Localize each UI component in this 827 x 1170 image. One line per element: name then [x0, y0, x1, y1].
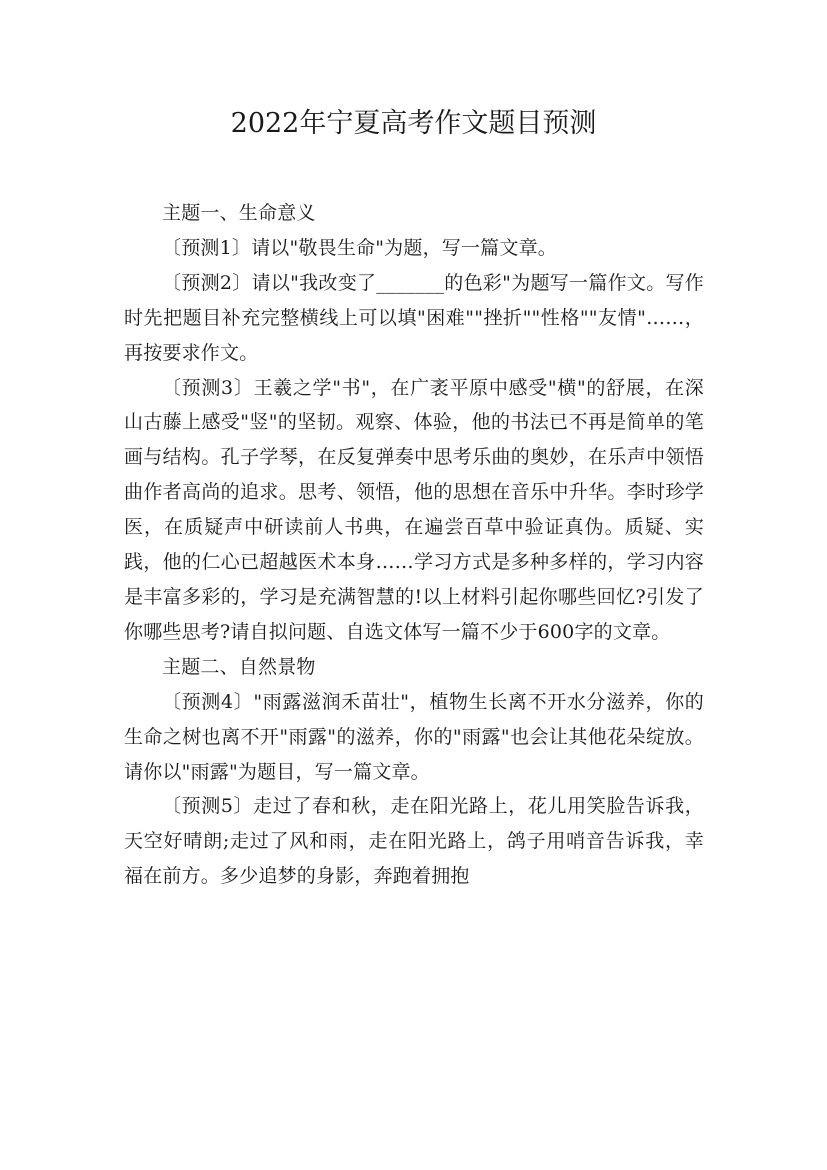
prediction-4: 〔预测4〕"雨露滋润禾苗壮"，植物生长离不开水分滋养，你的生命之树也离不开"雨露"的滋养，你的"雨露"也会让其他花朵绽放。请你以"雨露"为题目，写一篇文章。: [124, 690, 704, 783]
prediction-3: 〔预测3〕王羲之学"书"，在广袤平原中感受"横"的舒展，在深山古藤上感受"竖"的坚韧。观察、体验，他的书法已不再是简单的笔画与结构。孔子学琴，在反复弹奏中思考乐曲的奥妙，在乐声中领悟曲作者高尚的追求。思考、领悟，他的思想在音乐中升华。李时珍学医，在质疑声中研读前人书典，在遍尝百草中验证真伪。质疑、实践，他的仁心已超越医术本身……学习方式是多种多样的，学习内容是丰富多彩的，学习是充满智慧的!以上材料引起你哪些回忆?引发了你哪些思考?请自拟问题、自选文体写一篇不少于600字的文章。: [124, 376, 704, 643]
prediction-2: 〔预测2〕请以"我改变了_______的色彩"为题写一篇作文。写作时先把题目补充完整横线上可以填"困难""挫折""性格""友情"……，再按要求作文。: [124, 271, 704, 364]
section-heading-life-meaning: 主题一、生命意义: [162, 202, 316, 224]
prediction-1: 〔预测1〕请以"敬畏生命"为题，写一篇文章。: [162, 236, 557, 259]
document-body: [124, 196, 704, 894]
prediction-5: 〔预测5〕走过了春和秋，走在阳光路上，花儿用笑脸告诉我，天空好晴朗;走过了风和雨，走在阳光路上，鸽子用哨音告诉我，幸福在前方。多少追梦的身影，奔跑着拥抱: [124, 795, 704, 888]
section-heading-natural-scenery: 主题二、自然景物: [162, 655, 316, 678]
document-title: 2022年宁夏高考作文题目预测: [230, 108, 597, 139]
